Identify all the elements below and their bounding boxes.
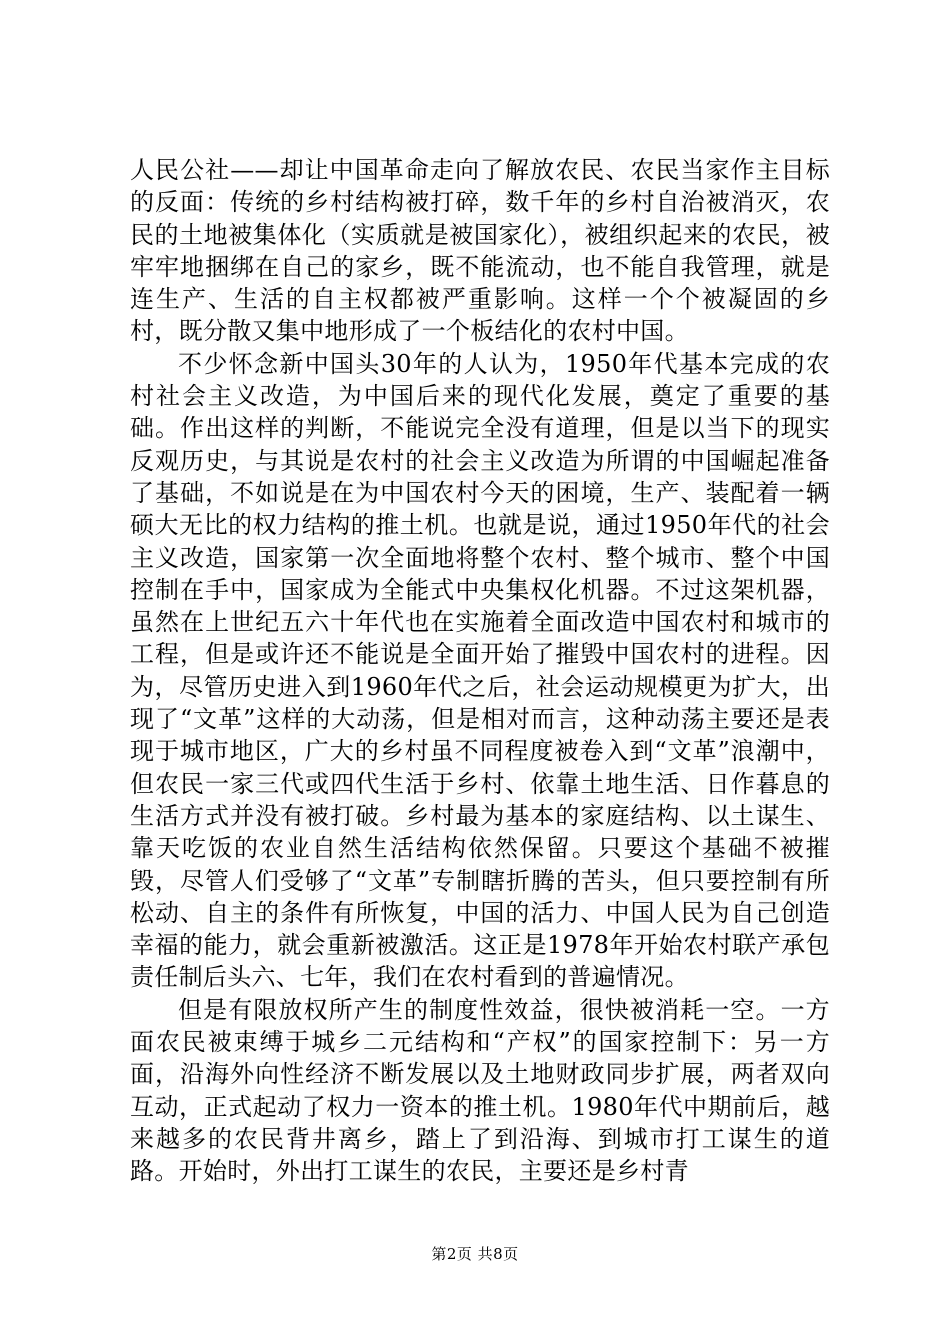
paragraph-2: 不少怀念新中国头30年的人认为，1950年代基本完成的农村社会主义改造，为中国后来的现代化发展，奠定了重要的基础。作出这样的判断，不能说完全没有道理，但是以当下的现实反观历史，与其说是农村的社会主义改造为所谓的中国崛起准备了基础，不如说是在为中国农村今天的困境，生产、装配着一辆硕大无比的权力结构的推土机。也就是说，通过1950年代的社会主义改造，国家第一次全面地将整个农村、整个城市、整个中国控制在手中，国家成为全能式中央集权化机器。不过这架机器，虽然在上世纪五六十年代也在实施着全面改造中国农村和城市的工程，但是或许还不能说是全面开始了摧毁中国农村的进程。因为，尽管历史进入到1960年代之后，社会运动规模更为扩大，出现了“文革”这样的大动荡，但是相对而言，这种动荡主要还是表现于城市地区，广大的乡村虽不同程度被卷入到“文革”浪潮中，但农民一家三代或四代生活于乡村、依靠土地生活、日作暮息的生活方式并没有被打破。乡村最为基本的家庭结构、以土谋生、靠天吃饭的农业自然生活结构依然保留。只要这个基础不被摧毁，尽管人们受够了“文革”专制瞎折腾的苦头，但只要控制有所松动、自主的条件有所恢复，中国的活力、中国人民为自己创造幸福的能力，就会重新被激活。这正是1978年开始农村联产承包责任制后头六、七年，我们在农村看到的普遍情况。: [130, 349, 830, 992]
document-body: [130, 154, 830, 1188]
paragraph-1: 人民公社——却让中国革命走向了解放农民、农民当家作主目标的反面：传统的乡村结构被打碎，数千年的乡村自治被消灭，农民的土地被集体化（实质就是被国家化），被组织起来的农民，被牢牢地捆绑在自己的家乡，既不能流动，也不能自我管理，就是连生产、生活的自主权都被严重影响。这样一个个被凝固的乡村，既分散又集中地形成了一个板结化的农村中国。: [130, 156, 830, 346]
page-number-footer: 第2页 共8页: [431, 1245, 519, 1263]
paragraph-3: 但是有限放权所产生的制度性效益，很快被消耗一空。一方面农民被束缚于城乡二元结构和“产权”的国家控制下：另一方面，沿海外向性经济不断发展以及土地财政同步扩展，两者双向互动，正式起动了权力一资本的推土机。1980年代中期前后，越来越多的农民背井离乡，踏上了到沿海、到城市打工谋生的道路。开始时，外出打工谋生的农民，主要还是乡村青: [130, 995, 830, 1186]
